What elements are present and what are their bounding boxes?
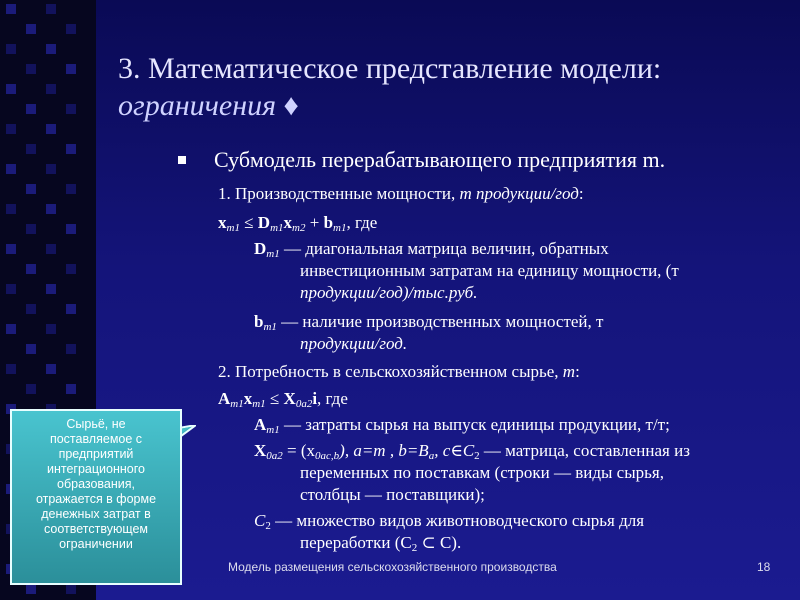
def-X-sub2: 0ac,b	[315, 450, 340, 462]
def-X-symbol: X	[254, 441, 267, 460]
callout-line: отражается в форме	[35, 492, 157, 506]
callout-line: образования,	[57, 477, 135, 491]
item1-suffix: :	[578, 184, 584, 203]
def-X-line2: переменных по поставкам (строки — виды сырья,	[300, 463, 664, 482]
def-X-line1	[254, 440, 690, 461]
def-b-line1	[254, 311, 603, 332]
def-X-eq: = (x	[282, 441, 316, 460]
decorative-square	[66, 184, 76, 194]
decorative-square	[46, 44, 56, 54]
decorative-square	[26, 264, 36, 274]
decorative-square	[26, 344, 36, 354]
decorative-square	[26, 224, 36, 234]
def-D-line2: инвестиционным затратам на единицу мощности, (т	[300, 261, 679, 280]
eq1-x: x	[218, 213, 227, 232]
eq1-sub4: m1	[333, 222, 347, 234]
item2-unit: т	[562, 362, 576, 381]
decorative-square	[46, 364, 56, 374]
decorative-square	[46, 244, 56, 254]
decorative-square	[26, 384, 36, 394]
decorative-square	[26, 584, 36, 594]
decorative-square	[26, 184, 36, 194]
decorative-square	[46, 284, 56, 294]
def-A-sub: m1	[266, 424, 280, 436]
def-D-line1	[254, 238, 609, 259]
callout-line: интеграционного	[47, 462, 145, 476]
callout-note	[10, 409, 182, 585]
def-A-text: — затраты сырья на выпуск единицы продукции, т/т;	[279, 415, 670, 434]
def-b-symbol: b	[254, 312, 264, 331]
def-C-text3: ⊂ C).	[417, 533, 462, 552]
decorative-square	[46, 84, 56, 94]
def-C-text2: переработки (C	[300, 533, 412, 552]
def-b-text1: — наличие производственных мощностей, т	[276, 312, 604, 331]
decorative-square	[26, 304, 36, 314]
decorative-square	[46, 204, 56, 214]
decorative-square	[6, 204, 16, 214]
callout-line: денежных затрат в	[41, 507, 151, 521]
callout-line: ограничении	[59, 537, 133, 551]
eq1-b: b	[323, 213, 334, 232]
decorative-square	[26, 144, 36, 154]
decorative-square	[66, 264, 76, 274]
def-C-text1: — множество видов животноводческого сырья для	[270, 511, 645, 530]
eq1-op2: +	[305, 213, 324, 232]
eq2-sub2: m1	[252, 398, 266, 410]
decorative-square	[66, 144, 76, 154]
decorative-square	[66, 224, 76, 234]
decorative-square	[46, 124, 56, 134]
def-A-line	[254, 414, 670, 435]
decorative-square	[66, 24, 76, 34]
eq1-sub1: m1	[226, 222, 240, 234]
eq2-sub3: 0a2	[295, 398, 313, 410]
def-A-symbol: A	[254, 415, 267, 434]
eq2-A: A	[218, 389, 231, 408]
equation-2	[218, 388, 348, 409]
def-X-text3: — матрица, составленная из	[479, 441, 690, 460]
def-C-sub2: 2	[411, 542, 418, 554]
eq1-sub3: m2	[292, 222, 306, 234]
eq2-X: X	[283, 389, 296, 408]
callout-line: соответствующем	[43, 522, 149, 536]
item2-heading	[218, 361, 580, 382]
def-C-sub: 2	[265, 520, 271, 532]
decorative-square	[66, 344, 76, 354]
decorative-square	[66, 64, 76, 74]
def-b-text2: продукции/год.	[300, 334, 408, 353]
eq2-x: x	[243, 389, 253, 408]
eq2-tail: , где	[317, 389, 348, 408]
def-X-sub3: a	[428, 450, 435, 462]
bullet-square-icon	[178, 156, 186, 164]
decorative-square	[46, 324, 56, 334]
item2-prefix: 2. Потребность в сельскохозяйственном сырье,	[218, 362, 563, 381]
decorative-square	[66, 584, 76, 594]
eq1-D: D	[257, 213, 271, 232]
callout-line: поставляемое с	[49, 432, 143, 446]
decorative-square	[66, 304, 76, 314]
eq1-x2: x	[283, 213, 293, 232]
decorative-square	[6, 44, 16, 54]
slide-title	[118, 50, 788, 124]
def-C-symbol: C	[254, 511, 266, 530]
page-number: 18	[757, 560, 771, 574]
item1-prefix: 1. Производственные мощности,	[218, 184, 460, 203]
def-D-symbol: D	[254, 239, 267, 258]
decorative-square	[6, 284, 16, 294]
item1-heading	[218, 183, 584, 204]
def-X-sub4: 2	[474, 450, 480, 462]
decorative-square	[26, 24, 36, 34]
item2-suffix: :	[575, 362, 580, 381]
eq1-op1: ≤	[239, 213, 258, 232]
def-C-line2	[300, 532, 461, 553]
bullet-submodel	[178, 147, 665, 173]
decorative-square	[6, 324, 16, 334]
title-main: 3. Математическое представление модели:	[118, 52, 662, 85]
def-D-text3: продукции/год)/тыс.руб.	[300, 283, 478, 302]
eq2-op: ≤	[265, 389, 284, 408]
def-D-text1: — диагональная матрица величин, обратных	[279, 239, 609, 258]
def-C-line1	[254, 510, 644, 531]
decorative-square	[46, 164, 56, 174]
decorative-square	[66, 384, 76, 394]
decorative-square	[26, 104, 36, 114]
decorative-square	[6, 124, 16, 134]
decorative-square	[6, 84, 16, 94]
decorative-square	[6, 244, 16, 254]
decorative-square	[26, 64, 36, 74]
callout-line: Сырьё, не	[66, 417, 126, 431]
title-subtitle: ограничения ♦	[118, 89, 299, 122]
equation-1	[218, 212, 377, 233]
decorative-square	[46, 4, 56, 14]
def-X-text2: , c∈C	[434, 441, 475, 460]
def-D-line3	[300, 282, 477, 303]
eq2-sub1: m1	[230, 398, 244, 410]
callout-line: предприятий	[58, 447, 134, 461]
eq1-sub2: m1	[270, 222, 284, 234]
def-b-line2	[300, 333, 407, 354]
decorative-square	[6, 364, 16, 374]
def-D-sub: m1	[266, 248, 280, 260]
def-X-line3: столбцы — поставщики);	[300, 485, 485, 504]
eq1-tail: , где	[346, 213, 378, 232]
decorative-square	[66, 104, 76, 114]
decorative-square	[6, 4, 16, 14]
def-b-sub: m1	[263, 321, 277, 333]
decorative-square	[6, 164, 16, 174]
slide-footer: Модель размещения сельскохозяйственного производства	[228, 560, 557, 574]
def-X-text1: ), a=m , b=B	[339, 441, 429, 460]
item1-unit: т продукции/год	[459, 184, 579, 203]
def-X-sub: 0a2	[266, 450, 283, 462]
eq2-i: i	[312, 389, 318, 408]
bullet-text: Субмодель перерабатывающего предприятия m.	[214, 147, 666, 172]
